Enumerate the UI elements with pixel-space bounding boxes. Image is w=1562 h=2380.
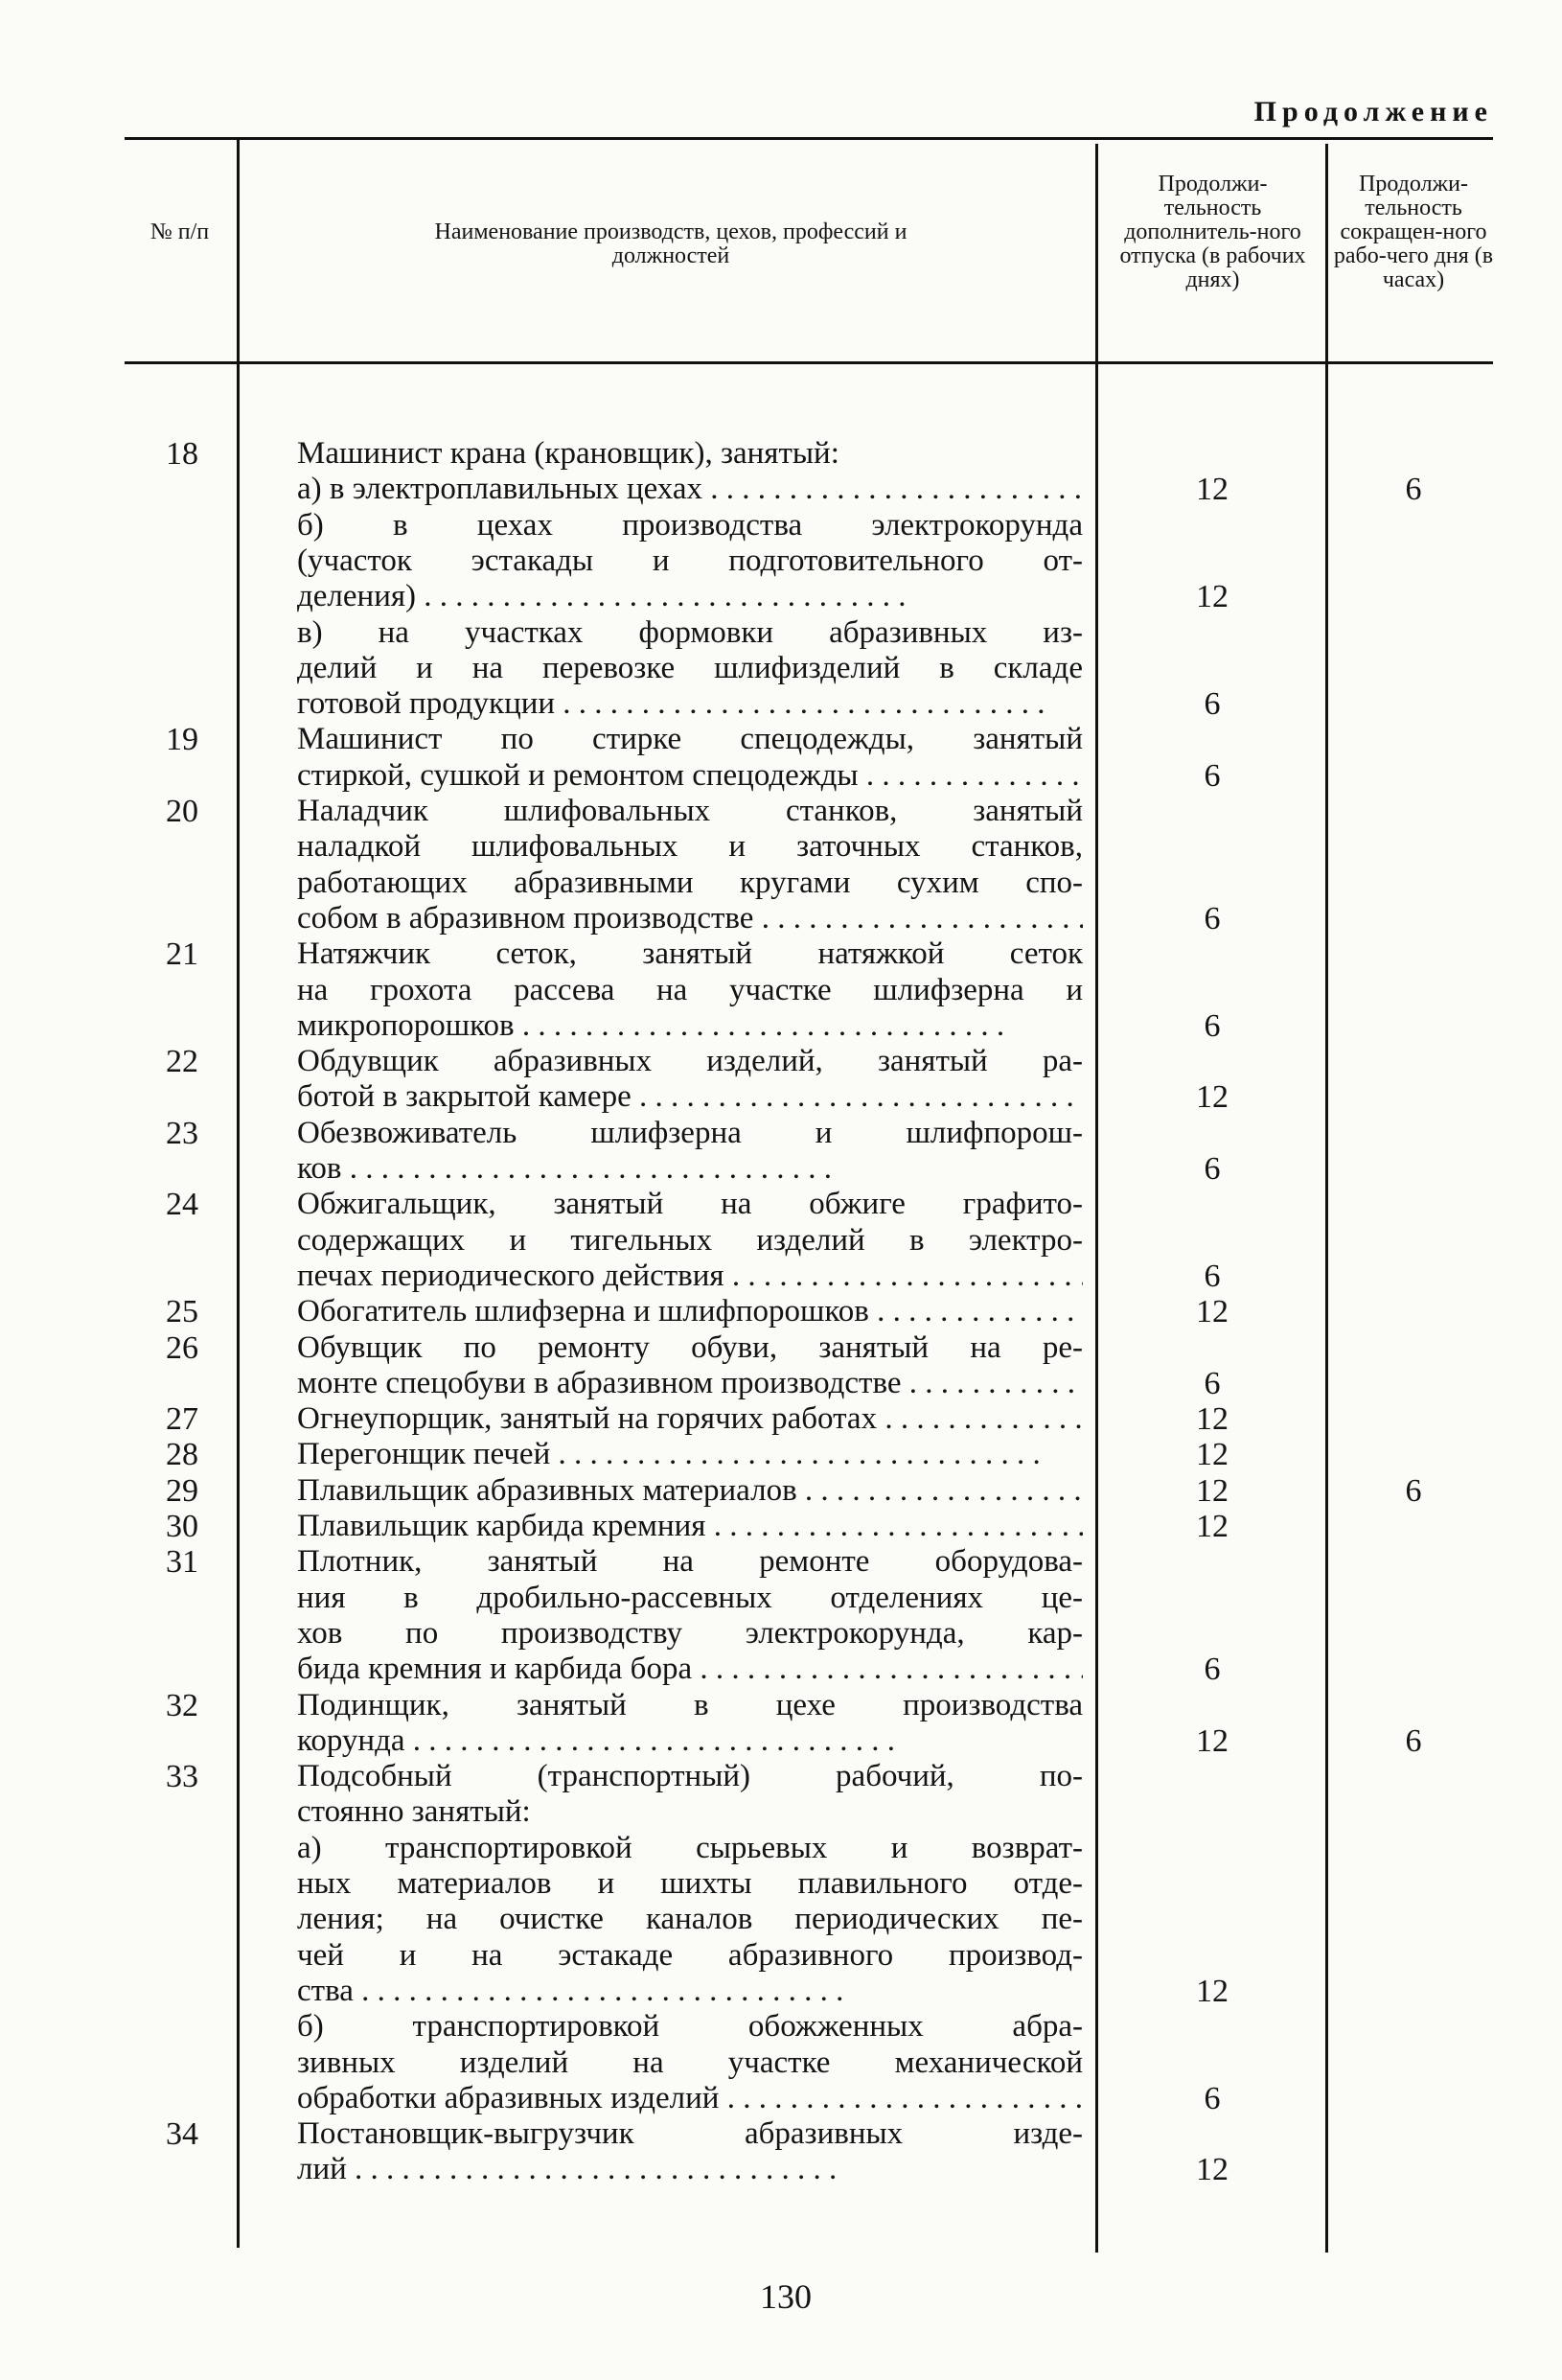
row-number: 24 <box>166 1187 198 1223</box>
row-text-line: Обжигальщик, занятый на обжиге графито- <box>297 1187 1083 1222</box>
row-text-line: Машинист по стирке спецодежды, занятый <box>297 722 1083 757</box>
row-text-line: (участок эстакады и подготовительного от- <box>297 543 1083 578</box>
row-number: 33 <box>166 1759 198 1795</box>
row-text-line: Машинист крана (крановщик), занятый: <box>297 436 839 471</box>
leave-days-value: 12 <box>1196 1509 1229 1544</box>
row-text-line: Подсобный (транспортный) рабочий, по- <box>297 1759 1083 1794</box>
row-number: 21 <box>166 936 198 973</box>
row-text-line: обработки абразивных изделий . . . <box>297 2081 1083 2116</box>
row-text-line: ния в дробильно-рассевных отделениях це- <box>297 1580 1083 1615</box>
row-text-line: содержащих и тигельных изделий в электро- <box>297 1222 1083 1258</box>
leave-days-value: 12 <box>1196 1401 1229 1438</box>
row-text-line: Постановщик-выгрузчик абразивных изде- <box>297 2116 1083 2152</box>
leave-days-value: 6 <box>1204 900 1221 936</box>
row-number: 22 <box>166 1044 198 1080</box>
row-text-line: ства . . . <box>297 1974 1083 2009</box>
row-number: 34 <box>166 2116 198 2153</box>
leave-days-value: 6 <box>1204 1652 1221 1688</box>
row-text-line: на грохота рассева на участке шлифзерна и <box>297 972 1083 1007</box>
row-text-line: Плотник, занятый на ремонте оборудова- <box>297 1544 1083 1580</box>
leave-days-value: 6 <box>1204 1151 1221 1187</box>
leave-days-value: 6 <box>1204 1258 1221 1294</box>
column-divider-2 <box>1095 144 1098 2253</box>
header-number: № п/п <box>149 220 210 244</box>
row-text-line: работающих абразивными кругами сухим спо- <box>297 865 1083 900</box>
row-number: 29 <box>166 1472 198 1509</box>
row-text-line: Натяжчик сеток, занятый натяжкой сеток <box>297 936 1083 972</box>
row-text-line: монте спецобуви в абразивном производстве . . . <box>297 1366 1083 1401</box>
workday-hours-value: 6 <box>1405 1722 1422 1759</box>
row-text-line: Обезвоживатель шлифзерна и шлифпорош- <box>297 1115 1083 1150</box>
row-text-line: Плавильщик карбида кремния . . . <box>297 1509 1083 1544</box>
row-text-line: ных материалов и шихты плавильного отде- <box>297 1866 1083 1901</box>
row-text-line: ления; на очистке каналов периодических пе- <box>297 1902 1083 1937</box>
row-number: 25 <box>166 1294 198 1330</box>
row-text-line: делий и на перевозке шлифизделий в складе <box>297 650 1083 685</box>
row-number: 28 <box>166 1437 198 1473</box>
leave-days-value: 12 <box>1196 1437 1229 1473</box>
row-text-line: ков . . . <box>297 1151 1083 1187</box>
leave-days-value: 6 <box>1204 2080 1221 2116</box>
row-text-line: микропорошков . . . <box>297 1008 1083 1044</box>
row-text-line: Подинщик, занятый в цехе производства <box>297 1687 1083 1722</box>
row-text-line: б) в цехах производства электрокорунда <box>297 507 1083 543</box>
row-number: 32 <box>166 1687 198 1723</box>
row-number: 23 <box>166 1115 198 1151</box>
row-text-line: зивных изделий на участке механической <box>297 2045 1083 2080</box>
row-number: 27 <box>166 1401 198 1438</box>
row-text-line: Обувщик по ремонту обуви, занятый на ре- <box>297 1329 1083 1365</box>
leave-days-value: 12 <box>1196 1722 1229 1759</box>
row-text-line: Перегонщик печей . . . <box>297 1437 1083 1472</box>
row-text-line: бида кремния и карбида бора . . . <box>297 1652 1083 1687</box>
continuation-label: Продолжение <box>1253 96 1493 127</box>
row-text-line: наладкой шлифовальных и заточных станков, <box>297 829 1083 865</box>
column-divider-1 <box>237 139 240 2248</box>
row-text-line: стоянно занятый: <box>297 1794 531 1830</box>
workday-hours-value: 6 <box>1405 1472 1422 1509</box>
row-text-line: корунда . . . <box>297 1723 1083 1759</box>
row-text-line: Плавильщик абразивных материалов . . . <box>297 1473 1083 1509</box>
row-text-line: в) на участках формовки абразивных из- <box>297 614 1083 650</box>
workday-hours-value: 6 <box>1405 472 1422 508</box>
header-leave: Продолжи-тельность дополнитель-ного отпуска (в рабочих днях) <box>1119 172 1306 292</box>
row-number: 19 <box>166 722 198 758</box>
row-text-line: б) транспортировкой обожженных абра- <box>297 2009 1083 2045</box>
row-text-line: Огнеупорщик, занятый на горячих работах . . . <box>297 1401 1083 1437</box>
row-text-line: ботой в закрытой камере . . . <box>297 1079 1083 1115</box>
page-number: 130 <box>760 2277 812 2316</box>
leave-days-value: 6 <box>1204 1007 1221 1044</box>
row-text-line: Наладчик шлифовальных станков, занятый <box>297 794 1083 828</box>
row-text-line: а) в электроплавильных цехах . . . <box>297 472 1083 507</box>
leave-days-value: 12 <box>1196 472 1229 508</box>
row-text-line: собом в абразивном производстве . . . <box>297 901 1083 936</box>
row-number: 18 <box>166 436 198 472</box>
header-workday: Продолжи-тельность сокращен-ного рабо-чего дня (в часах) <box>1333 172 1494 292</box>
leave-days-value: 6 <box>1204 1365 1221 1401</box>
row-number: 31 <box>166 1544 198 1581</box>
row-text-line: стиркой, сушкой и ремонтом спецодежды . . . <box>297 758 1083 794</box>
row-text-line: Обогатитель шлифзерна и шлифпорошков . . . <box>297 1294 1083 1329</box>
leave-days-value: 12 <box>1196 1973 1229 2009</box>
row-text-line: а) транспортировкой сырьевых и возврат- <box>297 1830 1083 1865</box>
leave-days-value: 12 <box>1196 579 1229 615</box>
row-text-line: Обдувщик абразивных изделий, занятый ра- <box>297 1044 1083 1079</box>
column-divider-3 <box>1325 144 1328 2253</box>
row-text-line: готовой продукции . . . <box>297 686 1083 722</box>
leave-days-value: 6 <box>1204 686 1221 723</box>
header-rule-top <box>125 137 1493 140</box>
row-text-line: хов по производству электрокорунда, кар- <box>297 1615 1083 1651</box>
leave-days-value: 12 <box>1196 1294 1229 1330</box>
row-text-line: чей и на эстакаде абразивного производ- <box>297 1937 1083 1973</box>
row-text-line: печах периодического действия . . . <box>297 1259 1083 1294</box>
header-rule-bottom <box>125 361 1493 364</box>
row-number: 26 <box>166 1329 198 1366</box>
row-number: 20 <box>166 794 198 829</box>
leave-days-value: 12 <box>1196 2152 1229 2188</box>
row-number: 30 <box>166 1509 198 1544</box>
header-name: Наименование производств, цехов, профессий и должностей <box>434 220 907 268</box>
leave-days-value: 6 <box>1204 757 1221 794</box>
row-text-line: лий . . . <box>297 2152 1083 2187</box>
leave-days-value: 12 <box>1196 1079 1229 1116</box>
row-text-line: деления) . . . <box>297 579 1083 614</box>
leave-days-value: 12 <box>1196 1472 1229 1509</box>
